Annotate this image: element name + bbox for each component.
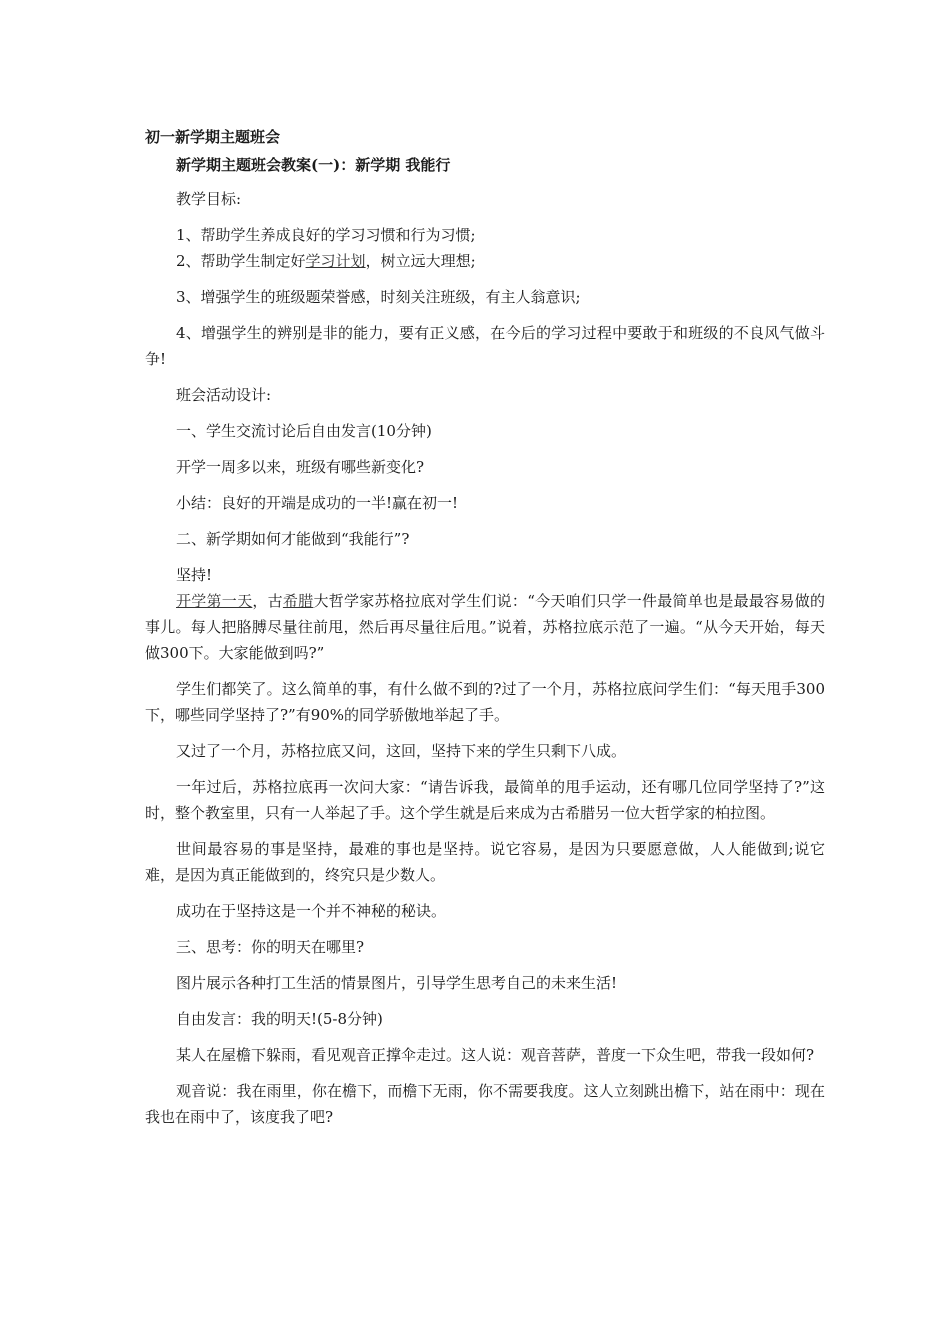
section-3-images: 图片展示各种打工生活的情景图片，引导学生思考自己的未来生活! (176, 974, 618, 992)
greece-link[interactable]: 希腊 (282, 592, 314, 610)
objective-2-text-a: 2、帮助学生制定好 (176, 252, 306, 270)
lesson-subtitle: 新学期主题班会教案(一)：新学期 我能行 (176, 156, 451, 174)
story-1-text-b: 大哲学家苏格拉底对学生们说：“今天咱们只学一件最简单也是最最容易做的事儿。每人把胳膊尽量往前甩，然后再尽量往后甩。”说着，苏格拉底示范了一遍。“从今天开始，每天做300下。大家能做到吗?” (145, 592, 825, 662)
objective-4: 4、增强学生的辨别是非的能力，要有正义感，在今后的学习过程中要敢于和班级的不良风气做斗争! (145, 324, 825, 368)
document-title: 初一新学期主题班会 (145, 128, 281, 146)
tale-paragraph-1: 某人在屋檐下躲雨，看见观音正撑伞走过。这人说：观音菩萨，普度一下众生吧，带我一段如何? (176, 1046, 815, 1064)
objectives-heading: 教学目标: (176, 190, 242, 208)
document-body (145, 126, 825, 1140)
story-paragraph-1 (145, 588, 825, 666)
objective-3: 3、增强学生的班级题荣誉感，时刻关注班级，有主人翁意识; (176, 288, 581, 306)
story-paragraph-2: 学生们都笑了。这么简单的事，有什么做不到的?过了一个月，苏格拉底问学生们：“每天甩手300下，哪些同学坚持了?”有90%的同学骄傲地举起了手。 (145, 680, 825, 724)
section-3-speech: 自由发言：我的明天!(5-8分钟) (176, 1010, 383, 1028)
story-paragraph-3: 又过了一个月，苏格拉底又问，这回，坚持下来的学生只剩下八成。 (176, 742, 627, 760)
story-paragraph-6: 成功在于坚持这是一个并不神秘的秘诀。 (176, 902, 447, 920)
section-1-summary: 小结：良好的开端是成功的一半!赢在初一! (176, 494, 459, 512)
objective-1: 1、帮助学生养成良好的学习习惯和行为习惯; (176, 226, 476, 244)
story-1-text-a: ，古 (252, 592, 283, 610)
section-2-keep: 坚持! (176, 566, 213, 584)
study-plan-link[interactable]: 学习计划 (305, 252, 366, 270)
section-1-question: 开学一周多以来，班级有哪些新变化? (176, 458, 425, 476)
section-3-heading: 三、思考：你的明天在哪里? (176, 938, 365, 956)
story-paragraph-4: 一年过后，苏格拉底再一次问大家：“请告诉我，最简单的甩手运动，还有哪几位同学坚持了?”这时，整个教室里，只有一人举起了手。这个学生就是后来成为古希腊另一位大哲学家的柏拉图。 (145, 778, 825, 822)
section-2-heading: 二、新学期如何才能做到“我能行”? (176, 530, 410, 548)
objective-2-text-b: ，树立远大理想; (365, 252, 476, 270)
design-heading: 班会活动设计: (176, 386, 272, 404)
tale-paragraph-2: 观音说：我在雨里，你在檐下，而檐下无雨，你不需要我度。这人立刻跳出檐下，站在雨中：现在我也在雨中了，该度我了吧? (145, 1082, 825, 1126)
story-paragraph-5: 世间最容易的事是坚持，最难的事也是坚持。说它容易，是因为只要愿意做，人人能做到;说它难，是因为真正能做到的，终究只是少数人。 (145, 840, 825, 884)
first-day-link[interactable]: 开学第一天 (176, 592, 253, 610)
section-1-heading: 一、学生交流讨论后自由发言(10分钟) (176, 422, 432, 440)
objective-2 (145, 248, 825, 274)
